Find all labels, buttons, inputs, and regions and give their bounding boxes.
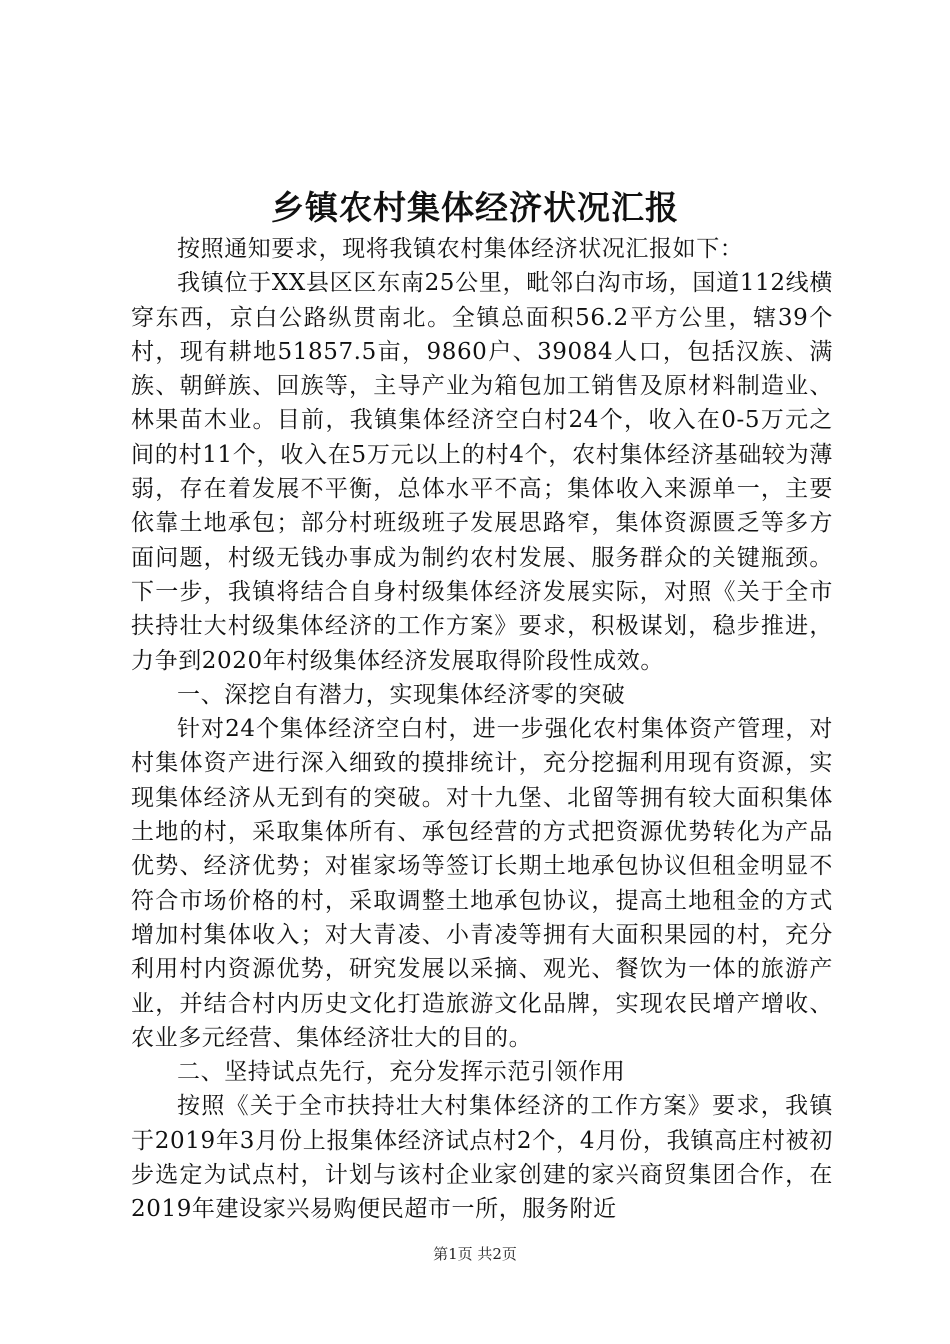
section-heading-1: 一、深挖自有潜力，实现集体经济零的突破: [177, 681, 626, 708]
intro-paragraph: 按照通知要求，现将我镇农村集体经济状况汇报如下：: [177, 236, 744, 262]
page-footer: 第1页 共2页: [433, 1245, 517, 1263]
section-2-paragraph: 按照《关于全市扶持壮大村集体经济的工作方案》要求，我镇于2019年3月份上报集体经济试点村2个，4月份，我镇高庄村被初步选定为试点村，计划与该村企业家创建的家兴商贸集团合作，在2019年建设家兴易购便民超市一所，服务附近: [131, 1093, 833, 1223]
section-1-paragraph: 针对24个集体经济空白村，进一步强化农村集体资产管理，对村集体资产进行深入细致的摸排统计，充分挖掘利用现有资源，实现集体经济从无到有的突破。对十九堡、北留等拥有较大面积集体土地的村，采取集体所有、承包经营的方式把资源优势转化为产品优势、经济优势；对崔家场等签订长期土地承包协议但租金明显不符合市场价格的村，采取调整土地承包协议，提高土地租金的方式增加村集体收入；对大青凌、小青凌等拥有大面积果园的村，充分利用村内资源优势，研究发展以采摘、观光、餐饮为一体的旅游产业，并结合村内历史文化打造旅游文化品牌，实现农民增产增收、农业多元经营、集体经济壮大的目的。: [131, 716, 833, 1051]
document-title: 乡镇农村集体经济状况汇报: [271, 188, 679, 227]
document-body: [131, 232, 833, 1227]
overview-paragraph: 我镇位于XX县区区东南25公里，毗邻白沟市场，国道112线横穿东西，京白公路纵贯南北。全镇总面积56.2平方公里，辖39个村，现有耕地51857.5亩，9860户、39084人口，包括汉族、满族、朝鲜族、回族等，主导产业为箱包加工销售及原材料制造业、林果苗木业。目前，我镇集体经济空白村24个，收入在0-5万元之间的村11个，收入在5万元以上的村4个，农村集体经济基础较为薄弱，存在着发展不平衡，总体水平不高；集体收入来源单一，主要依靠土地承包；部分村班级班子发展思路窄，集体资源匮乏等多方面问题，村级无钱办事成为制约农村发展、服务群众的关键瓶颈。下一步，我镇将结合自身村级集体经济发展实际，对照《关于全市扶持壮大村级集体经济的工作方案》要求，积极谋划，稳步推进，力争到2020年村级集体经济发展取得阶段性成效。: [131, 270, 833, 674]
section-heading-2: 二、坚持试点先行，充分发挥示范引领作用: [177, 1059, 626, 1086]
